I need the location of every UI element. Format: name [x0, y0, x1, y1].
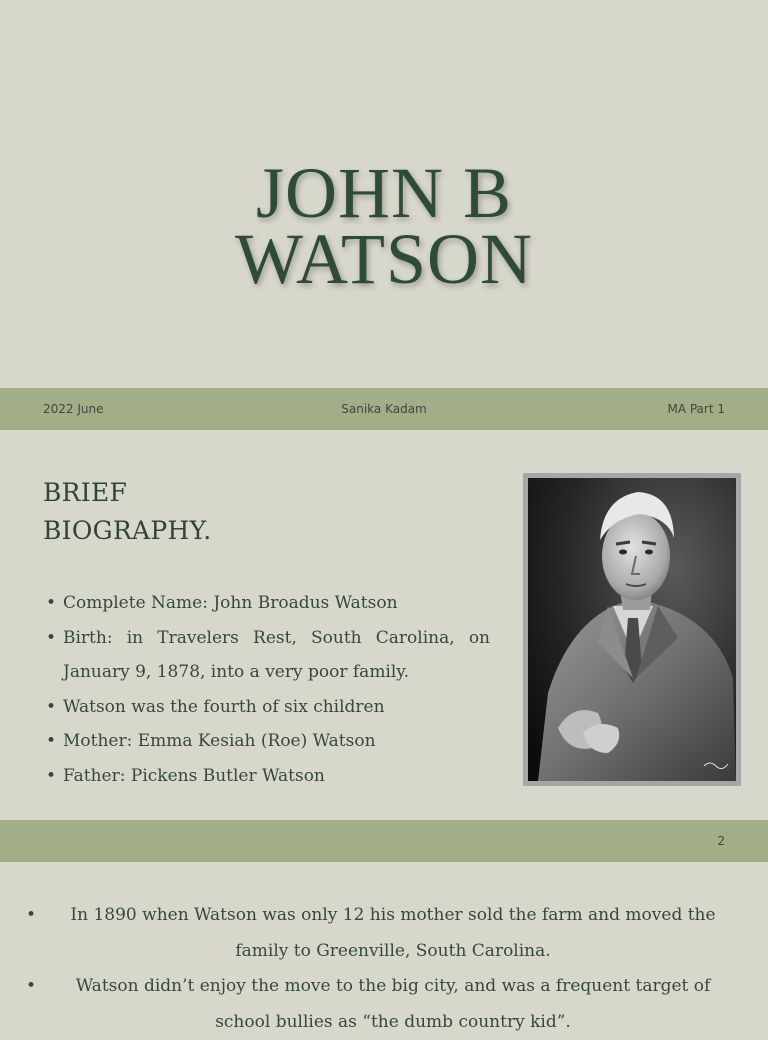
portrait-image	[528, 478, 736, 781]
list-item: • Complete Name: John Broadus Watson	[43, 586, 490, 621]
list-item: • Mother: Emma Kesiah (Roe) Watson	[43, 724, 490, 759]
section-heading	[43, 474, 211, 550]
portrait-photo-frame	[523, 473, 741, 786]
list-item: • Watson was the fourth of six children	[43, 690, 490, 725]
biography-list	[43, 586, 490, 793]
heading-line-1: BRIEF	[43, 478, 128, 507]
list-item: • Father: Pickens Butler Watson	[43, 759, 490, 794]
footer-author: Sanika Kadam	[341, 402, 427, 416]
title-line-1: JOHN B	[255, 153, 513, 233]
slide-title	[0, 153, 768, 299]
footer-date: 2022 June	[43, 402, 104, 416]
heading-line-2: BIOGRAPHY.	[43, 516, 212, 545]
title-line-2: WATSON	[234, 219, 533, 299]
page-number: 2	[717, 834, 725, 848]
portrait-photo	[528, 478, 736, 781]
footer-band-page	[0, 820, 768, 862]
history-list	[20, 898, 748, 1040]
list-item: • Watson didn’t enjoy the move to the big city, and was a frequent target of school bullies as “the dumb country kid”.	[20, 969, 748, 1040]
footer-band	[0, 388, 768, 430]
footer-course: MA Part 1	[667, 402, 725, 416]
list-item: • In 1890 when Watson was only 12 his mother sold the farm and moved the family to Greenville, South Carolina.	[20, 898, 748, 969]
list-item: • Birth: in Travelers Rest, South Carolina, on January 9, 1878, into a very poor family.	[43, 621, 490, 690]
